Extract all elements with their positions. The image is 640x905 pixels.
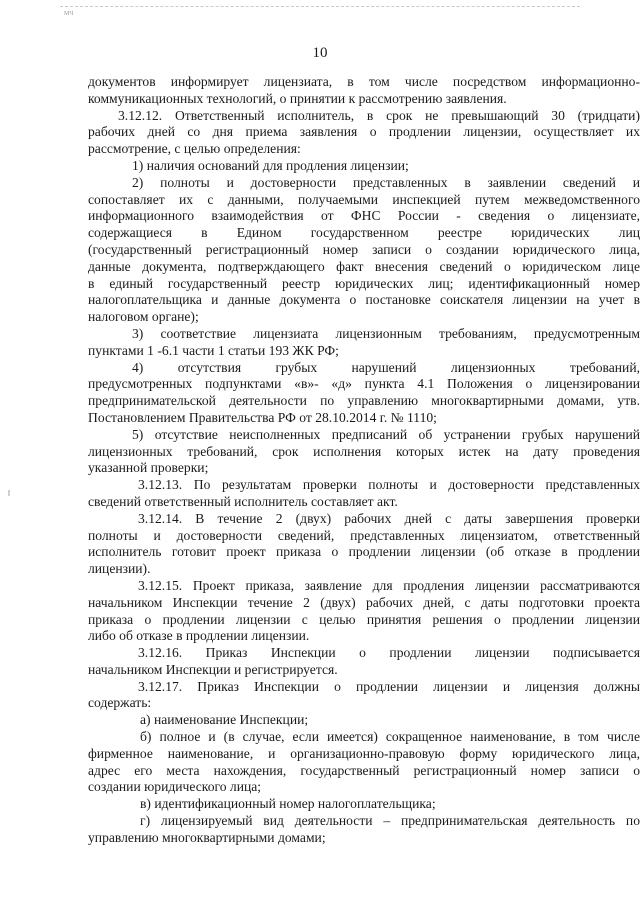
text-line: Постановлением Правительства РФ от 28.10.2014 г. № 1110; xyxy=(88,409,437,425)
text-line: в) идентификационный номер налогоплательщика; xyxy=(140,796,436,812)
text-line: а) наименование Инспекции; xyxy=(140,712,309,728)
text-line: предпринимательской деятельности по управлению многоквартирными домами, утв. xyxy=(88,393,640,409)
text-line: управлению многоквартирными домами; xyxy=(88,829,326,845)
text-line: содержащиеся в Едином государственном реестре юридических лиц xyxy=(88,225,640,241)
document-body xyxy=(88,74,640,847)
text-line: 5) отсутствие неисполненных предписаний об устранении грубых нарушений xyxy=(132,426,640,442)
text-line: информационного взаимодействия от ФНС России - сведения о лицензиате, xyxy=(88,208,640,224)
text-line: г) лицензируемый вид деятельности – предпринимательская деятельность по xyxy=(140,813,640,829)
scan-mark: МЧ xyxy=(64,11,74,17)
text-line: в единый государственный реестр юридических лиц; идентификационный номер xyxy=(88,275,640,291)
text-line: рассмотрение, с целью определения: xyxy=(88,141,301,157)
text-line: 3.12.16. Приказ Инспекции о продлении лицензии подписывается xyxy=(138,645,640,661)
text-line: 3.12.15. Проект приказа, заявление для продления лицензии рассматриваются xyxy=(138,577,640,593)
text-line: лицензии). xyxy=(88,561,151,577)
text-line: 3.12.13. По результатам проверки полноты и достоверности представленных xyxy=(138,477,640,493)
text-line: 3.12.17. Приказ Инспекции о продлении лицензии и лицензия должны xyxy=(138,678,640,694)
scan-top-edge xyxy=(60,6,580,9)
text-line: (государственный регистрационный номер записи о создании юридического лица, xyxy=(88,241,640,257)
text-line: сведений ответственный исполнитель составляет акт. xyxy=(88,493,398,509)
text-line: начальником Инспекции и регистрируется. xyxy=(88,661,338,677)
text-line: 1) наличия оснований для продления лицензии; xyxy=(132,157,409,173)
scan-side-mark xyxy=(8,490,10,496)
text-line: 2) полноты и достоверности представленных в заявлении сведений и xyxy=(132,174,640,190)
text-line: приказа о продлении лицензии с целью принятия решения о продлении лицензии xyxy=(88,611,640,627)
text-line: полноты и достоверности сведений, представленных лицензиатом, ответственный xyxy=(88,527,640,543)
text-line: исполнитель готовит проект приказа о продлении лицензии (об отказе в продлении xyxy=(88,544,640,560)
text-line: документов информирует лицензиата, в том числе посредством информационно- xyxy=(88,74,640,89)
text-line: налогоплательщика и данные документа о постановке соискателя лицензии на учет в xyxy=(88,292,640,308)
text-line: 4) отсутствия грубых нарушений лицензионных требований, xyxy=(132,359,640,375)
text-line: налоговом органе); xyxy=(88,309,199,325)
text-line: 3.12.12. Ответственный исполнитель, в срок не превышающий 30 (тридцати) xyxy=(118,107,640,123)
text-line: лицензионных требований, срок исполнения которых истек на дату проведения xyxy=(88,443,640,459)
text-line: сопоставляет их с данными, получаемыми инспекцией путем межведомственного xyxy=(88,191,640,207)
text-line: адрес его места нахождения, государственный регистрационный номер записи о xyxy=(88,762,640,778)
text-line: 3) соответствие лицензиата лицензионным требованиям, предусмотренным xyxy=(132,325,640,341)
text-line: создании юридического лица; xyxy=(88,779,262,795)
text-line: начальником Инспекции течение 2 (двух) рабочих дней, с даты подготовки проекта xyxy=(88,594,640,610)
text-line: либо об отказе в продлении лицензии. xyxy=(88,628,310,644)
text-line: указанной проверки; xyxy=(88,460,209,476)
text-line: пунктами 1 -6.1 части 1 статьи 193 ЖК РФ; xyxy=(88,342,339,358)
text-line: предусмотренных подпунктами «в»- «д» пункта 4.1 Положения о лицензировании xyxy=(88,376,640,392)
text-line: рабочих дней со дня приема заявления о продлении лицензии, осуществляет их xyxy=(88,124,640,140)
text-line: фирменное наименование, и организационно-правовую форму юридического лица, xyxy=(88,745,640,761)
text-line: коммуникационных технологий, о принятии к рассмотрению заявления. xyxy=(88,90,507,106)
text-line: 3.12.14. В течение 2 (двух) рабочих дней с даты завершения проверки xyxy=(138,510,640,526)
page-number: 10 xyxy=(312,45,328,61)
text-line: данные документа, подтверждающего факт внесения сведений о юридическом лице xyxy=(88,258,640,274)
text-line: содержать: xyxy=(88,695,152,711)
text-line: б) полное и (в случае, если имеется) сокращенное наименование, в том числе xyxy=(140,729,640,745)
